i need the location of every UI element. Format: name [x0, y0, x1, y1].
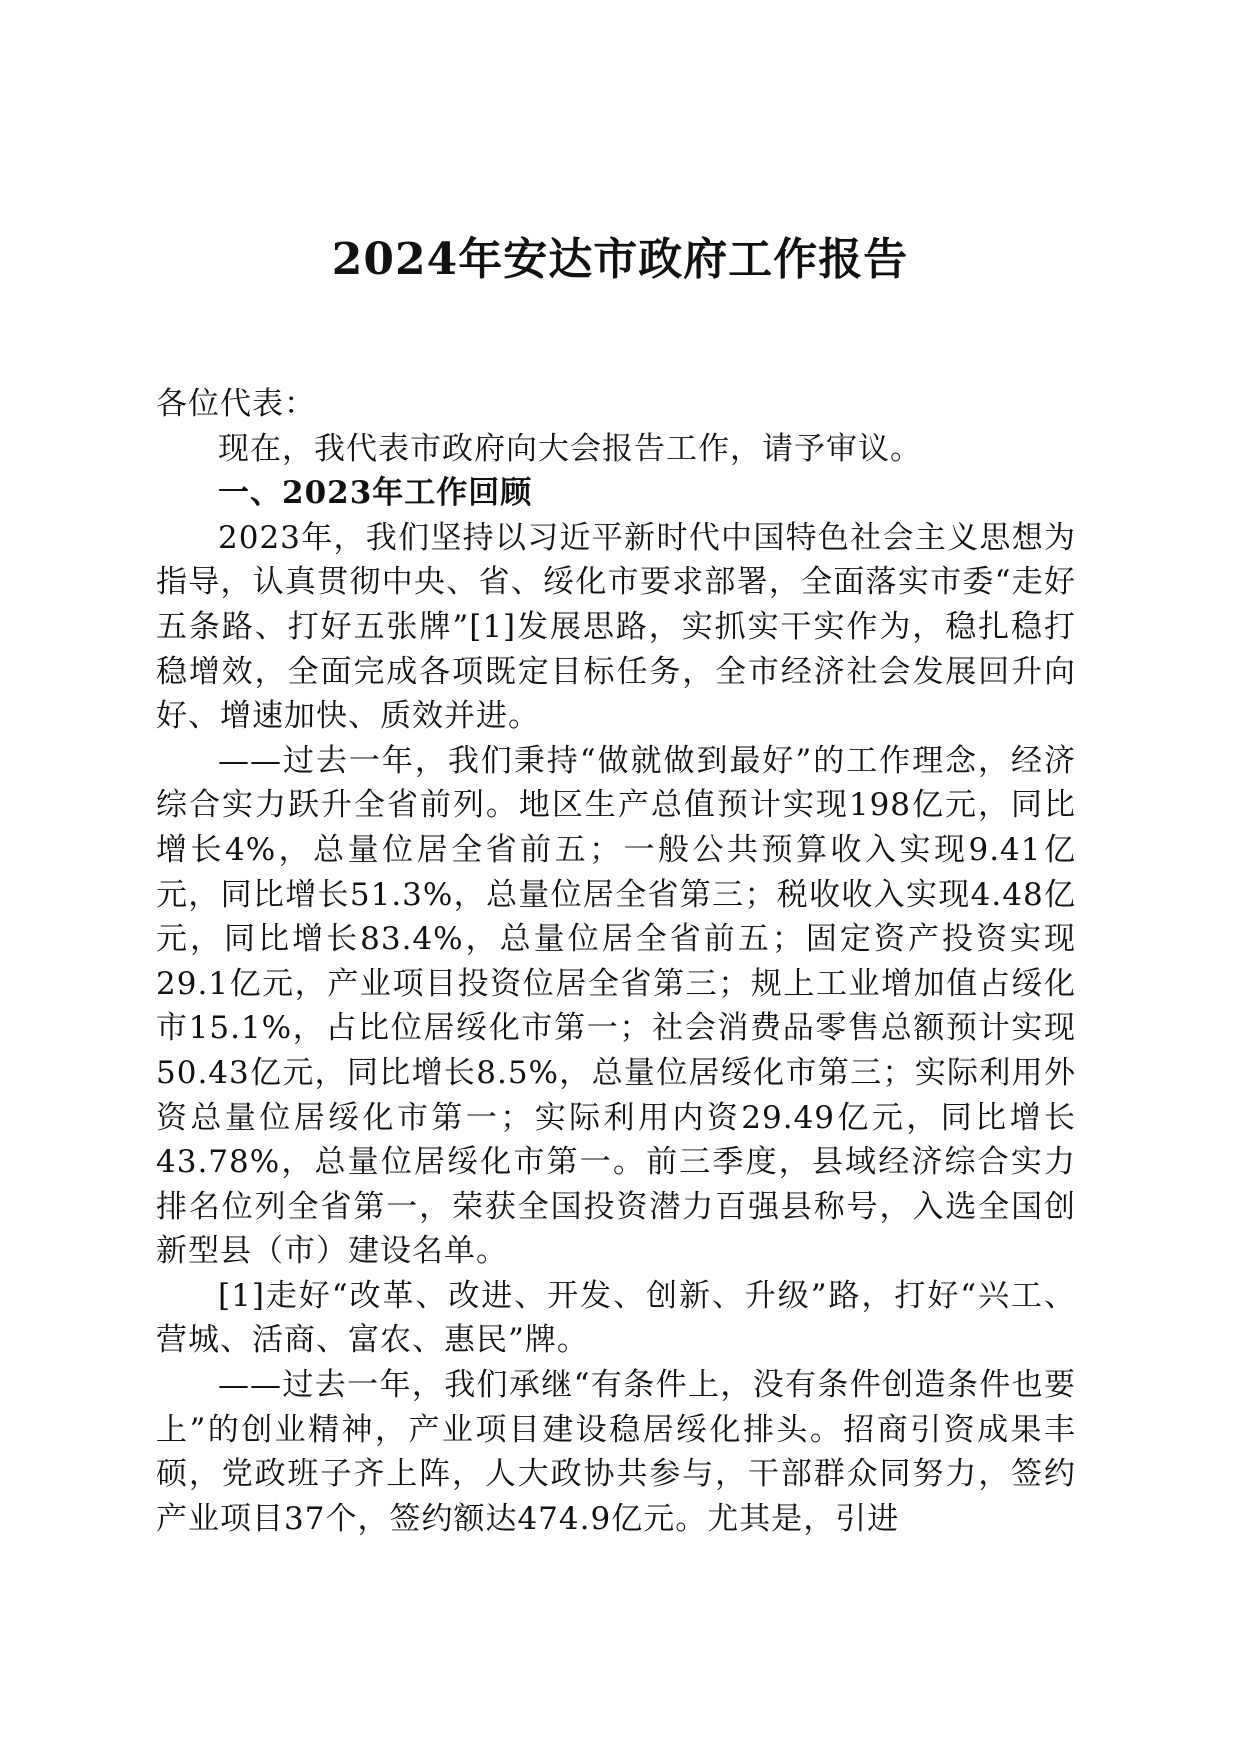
section-heading: 一、2023年工作回顾 [218, 475, 533, 512]
salutation: 各位代表： [156, 386, 316, 422]
paragraph: 2023年，我们坚持以习近平新时代中国特色社会主义思想为指导，认真贯彻中央、省、绥化市要求部署，全面落实市委“走好五条路、打好五张牌”[1]发展思路，实抓实干实作为，稳扎稳打稳增效，全面完成各项既定目标任务，全市经济社会发展回升向好、增速加快、质效并进。 [156, 519, 1076, 735]
footnote-paragraph: [1]走好“改革、改进、开发、创新、升级”路，打好“兴工、营城、活商、富农、惠民”牌。 [156, 1277, 1076, 1359]
paragraph: ——过去一年，我们秉持“做就做到最好”的工作理念，经济综合实力跃升全省前列。地区生产总值预计实现198亿元，同比增长4%，总量位居全省前五；一般公共预算收入实现9.41亿元，同比增长51.3%，总量位居全省第三；税收收入实现4.48亿元，同比增长83.4%，总量位居全省前五；固定资产投资实现29.1亿元，产业项目投资位居全省第三；规上工业增加值占绥化市15.1%，占比位居绥化市第一；社会消费品零售总额预计实现50.43亿元，同比增长8.5%，总量位居绥化市第三；实际利用外资总量位居绥化市第一；实际利用内资29.49亿元，同比增长43.78%，总量位居绥化市第一。前三季度，县域经济综合实力排名位列全省第一，荣获全国投资潜力百强县称号，入选全国创新型县（市）建设名单。 [156, 742, 1076, 1270]
document-body [156, 382, 1076, 1541]
document-title: 2024年安达市政府工作报告 [331, 234, 909, 285]
paragraph: 现在，我代表市政府向大会报告工作，请予审议。 [218, 430, 922, 467]
paragraph: ——过去一年，我们承继“有条件上，没有条件创造条件也要上”的创业精神，产业项目建设稳居绥化排头。招商引资成果丰硕，党政班子齐上阵，人大政协共参与，干部群众同努力，签约产业项目37个，签约额达474.9亿元。尤其是，引进 [156, 1367, 1076, 1537]
